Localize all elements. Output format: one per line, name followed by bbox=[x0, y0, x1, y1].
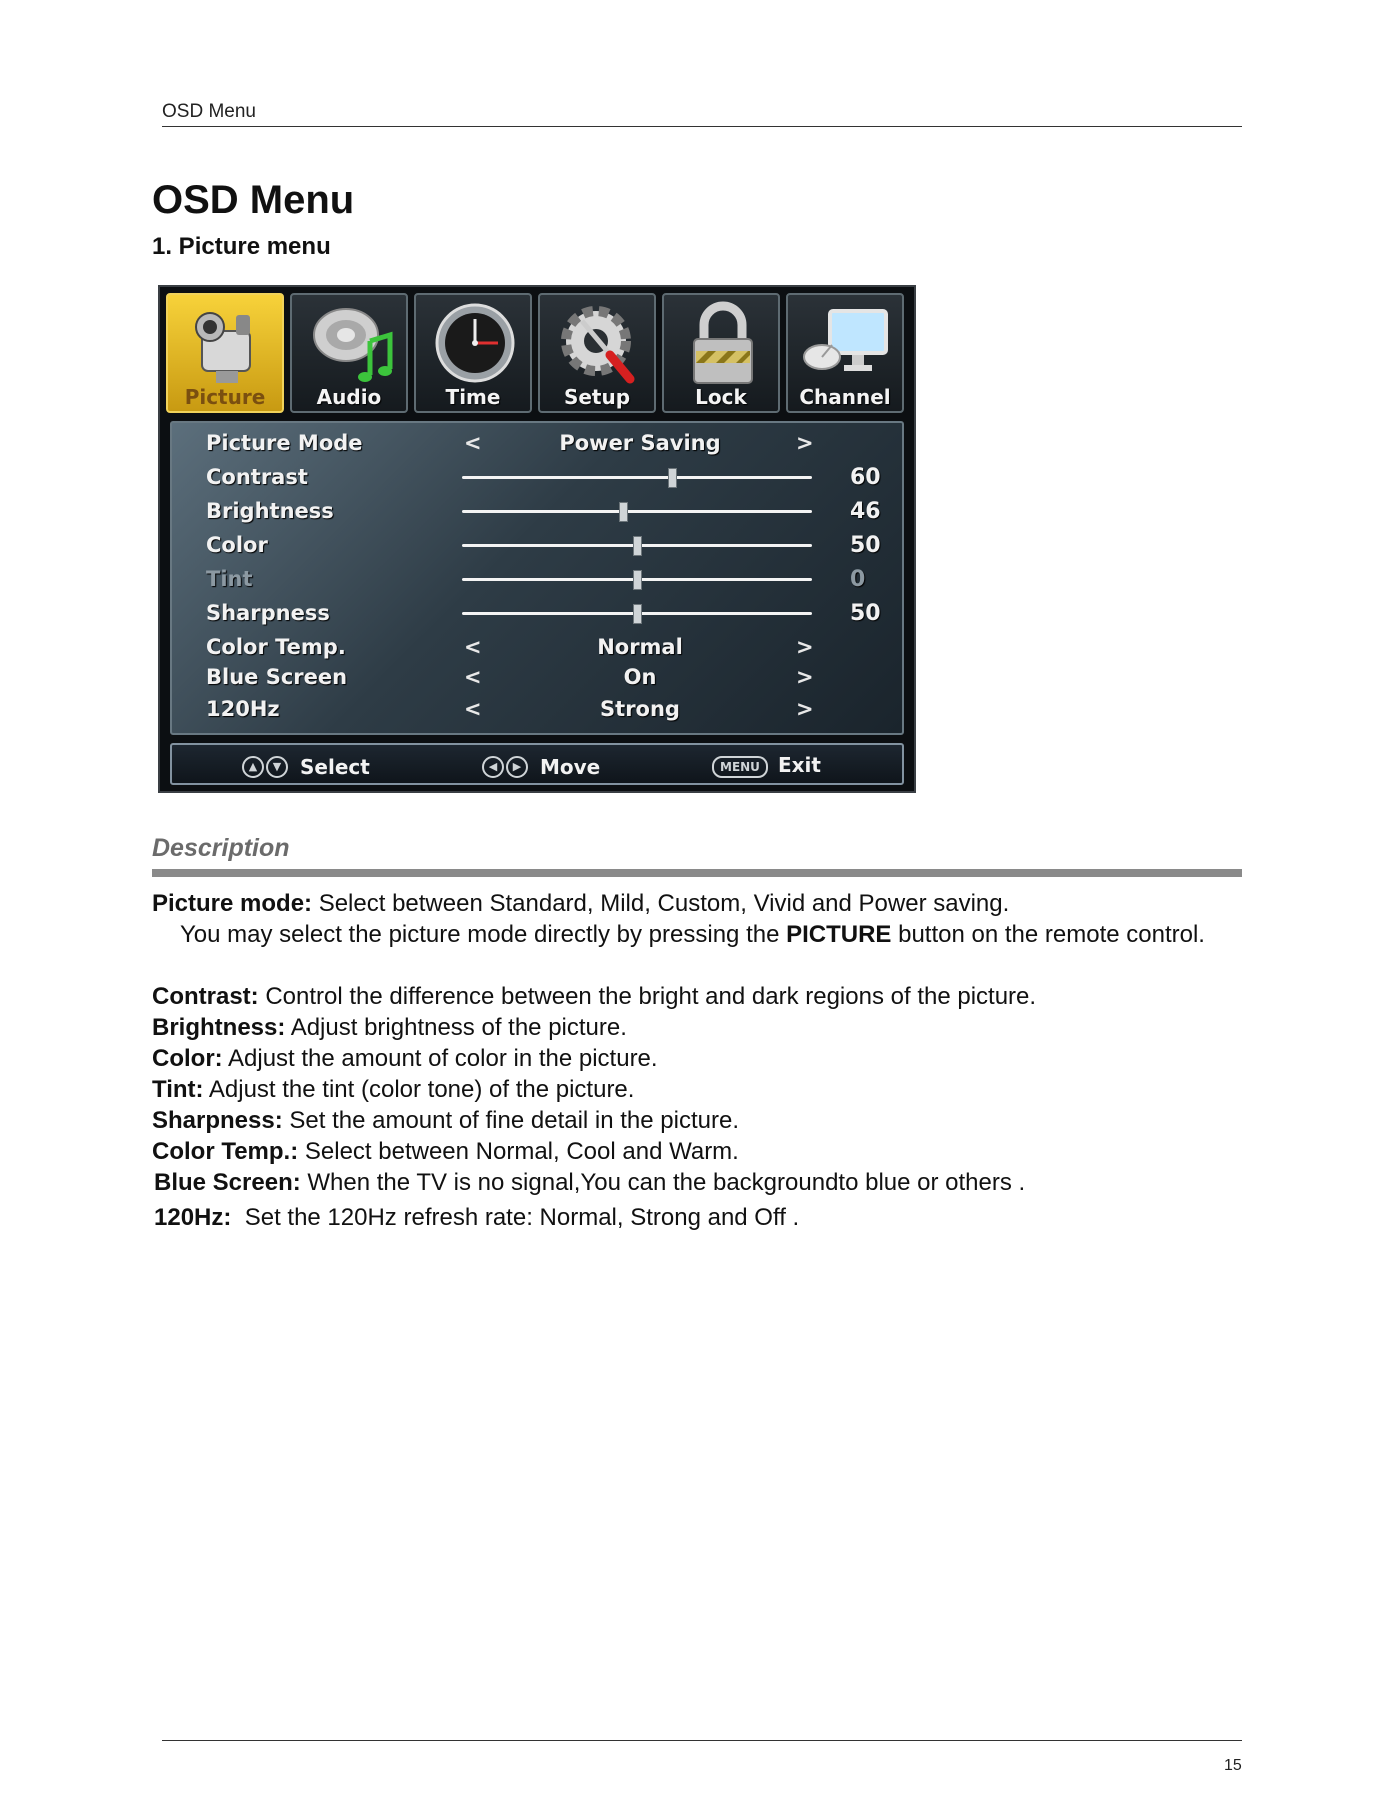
up-arrow-icon: ▲ bbox=[242, 756, 264, 778]
setting-tint bbox=[172, 563, 902, 595]
desc-120hz bbox=[152, 1202, 1252, 1233]
setting-label: Sharpness bbox=[206, 601, 330, 625]
setting-label: Brightness bbox=[206, 499, 334, 523]
menu-key-icon: MENU bbox=[712, 756, 768, 778]
page-number: 15 bbox=[1224, 1757, 1242, 1774]
setting-label: Contrast bbox=[206, 465, 308, 489]
osd-help-bar bbox=[170, 743, 904, 785]
hint-exit bbox=[712, 753, 821, 778]
setting-label: Tint bbox=[206, 567, 253, 591]
desc-text: You may select the picture mode directly by pressing the bbox=[180, 921, 787, 948]
tab-audio[interactable] bbox=[290, 293, 408, 413]
arrow-left-icon[interactable]: < bbox=[464, 635, 482, 659]
setting-sharpness[interactable] bbox=[172, 597, 902, 629]
slider-track[interactable] bbox=[462, 476, 812, 479]
setting-value: 60 bbox=[850, 465, 881, 490]
arrow-right-icon[interactable]: > bbox=[796, 635, 814, 659]
spacer bbox=[152, 950, 1252, 981]
setting-contrast[interactable] bbox=[172, 461, 902, 493]
right-arrow-icon: ▶ bbox=[506, 756, 528, 778]
setting-label: Blue Screen bbox=[206, 665, 348, 689]
slider-track[interactable] bbox=[462, 544, 812, 547]
setting-value: Power Saving bbox=[559, 431, 721, 455]
setting-color[interactable] bbox=[172, 529, 902, 561]
desc-text: Adjust the tint (color tone) of the picture. bbox=[203, 1076, 635, 1103]
tab-label: Setup bbox=[563, 385, 631, 409]
setting-brightness[interactable] bbox=[172, 495, 902, 527]
hint-move bbox=[482, 753, 600, 779]
tab-label: Lock bbox=[695, 385, 747, 409]
desc-picture-mode-note bbox=[152, 919, 1252, 950]
speaker-music-icon bbox=[304, 301, 398, 387]
setting-value: On bbox=[623, 665, 657, 689]
desc-text: Adjust brightness of the picture. bbox=[285, 1014, 627, 1041]
setting-value: Normal bbox=[597, 635, 683, 659]
slider-thumb[interactable] bbox=[668, 468, 677, 488]
hint-label: Exit bbox=[777, 753, 821, 777]
clock-icon bbox=[428, 301, 522, 387]
desc-text: Select between Standard, Mild, Custom, Vivid and Power saving. bbox=[312, 890, 1010, 917]
setting-picture-mode[interactable] bbox=[172, 427, 902, 459]
desc-term: Tint: bbox=[152, 1076, 204, 1103]
left-arrow-icon: ◀ bbox=[482, 756, 504, 778]
running-header: OSD Menu bbox=[162, 101, 256, 122]
description-body bbox=[152, 888, 1252, 1233]
slider-thumb[interactable] bbox=[619, 502, 628, 522]
setting-label: 120Hz bbox=[206, 697, 280, 721]
slider-track[interactable] bbox=[462, 612, 812, 615]
tab-time[interactable] bbox=[414, 293, 532, 413]
tab-lock[interactable] bbox=[662, 293, 780, 413]
page-title: OSD Menu bbox=[152, 178, 355, 222]
desc-term: Picture mode: bbox=[152, 890, 313, 917]
padlock-icon bbox=[676, 301, 770, 387]
setting-blue-screen[interactable] bbox=[172, 661, 902, 693]
satellite-monitor-icon bbox=[800, 301, 894, 387]
desc-text: Control the difference between the bright and dark regions of the picture. bbox=[258, 983, 1037, 1010]
desc-term: 120Hz: bbox=[154, 1204, 232, 1231]
desc-contrast bbox=[152, 981, 1252, 1012]
tab-setup[interactable] bbox=[538, 293, 656, 413]
setting-color-temp[interactable] bbox=[172, 631, 902, 663]
hint-label: Select bbox=[300, 754, 370, 779]
down-arrow-icon: ▼ bbox=[266, 756, 288, 778]
arrow-right-icon[interactable]: > bbox=[796, 697, 814, 721]
desc-brightness bbox=[152, 1012, 1252, 1043]
arrow-right-icon[interactable]: > bbox=[796, 665, 814, 689]
camcorder-icon bbox=[180, 301, 274, 387]
osd-tab-bar bbox=[166, 293, 908, 415]
arrow-left-icon[interactable]: < bbox=[464, 665, 482, 689]
hint-select bbox=[242, 753, 370, 779]
desc-term: Color: bbox=[152, 1045, 223, 1072]
desc-blue-screen bbox=[152, 1167, 1252, 1198]
setting-value: 0 bbox=[850, 567, 866, 592]
tab-label: Time bbox=[445, 385, 501, 409]
tab-label: Audio bbox=[316, 385, 382, 409]
arrow-left-icon[interactable]: < bbox=[464, 697, 482, 721]
setting-label: Color Temp. bbox=[206, 635, 346, 659]
desc-color-temp bbox=[152, 1136, 1252, 1167]
desc-text: Select between Normal, Cool and Warm. bbox=[298, 1138, 739, 1165]
setting-value: 50 bbox=[850, 601, 881, 626]
desc-term: Sharpness: bbox=[152, 1107, 283, 1134]
tab-picture[interactable] bbox=[166, 293, 284, 413]
desc-term: Contrast: bbox=[152, 983, 259, 1010]
slider-thumb[interactable] bbox=[633, 604, 642, 624]
tab-label: Picture bbox=[184, 385, 266, 409]
setting-value: Strong bbox=[600, 697, 680, 721]
description-divider bbox=[152, 869, 1242, 877]
gear-screwdriver-icon bbox=[552, 301, 646, 387]
desc-color bbox=[152, 1043, 1252, 1074]
desc-text: Set the 120Hz refresh rate: Normal, Strong and Off . bbox=[231, 1204, 800, 1231]
desc-term: Blue Screen: bbox=[154, 1169, 301, 1196]
slider-track[interactable] bbox=[462, 510, 812, 513]
header-rule bbox=[162, 126, 1242, 127]
desc-term: Color Temp.: bbox=[152, 1138, 299, 1165]
desc-picture-mode bbox=[152, 888, 1252, 919]
footer-rule bbox=[162, 1740, 1242, 1741]
setting-label: Picture Mode bbox=[206, 431, 363, 455]
slider-track bbox=[462, 578, 812, 581]
setting-value: 46 bbox=[850, 499, 881, 524]
desc-tint bbox=[152, 1074, 1252, 1105]
desc-text: Adjust the amount of color in the picture. bbox=[222, 1045, 658, 1072]
desc-text: button on the remote control. bbox=[891, 921, 1205, 948]
setting-120hz[interactable] bbox=[172, 693, 902, 725]
setting-value: 50 bbox=[850, 533, 881, 558]
osd-screenshot bbox=[158, 285, 916, 793]
desc-term: Brightness: bbox=[152, 1014, 286, 1041]
arrow-right-icon[interactable]: > bbox=[796, 431, 814, 455]
section-title: 1. Picture menu bbox=[152, 233, 331, 260]
slider-thumb[interactable] bbox=[633, 536, 642, 556]
description-heading: Description bbox=[152, 834, 290, 862]
arrow-left-icon[interactable]: < bbox=[464, 431, 482, 455]
tab-label: Channel bbox=[799, 385, 891, 409]
picture-key-label: PICTURE bbox=[786, 921, 892, 948]
setting-label: Color bbox=[206, 533, 268, 557]
slider-thumb bbox=[633, 570, 642, 590]
osd-settings-panel bbox=[170, 421, 904, 735]
tab-channel[interactable] bbox=[786, 293, 904, 413]
desc-sharpness bbox=[152, 1105, 1252, 1136]
desc-text: Set the amount of fine detail in the picture. bbox=[282, 1107, 739, 1134]
hint-label: Move bbox=[540, 754, 601, 779]
desc-text: When the TV is no signal,You can the backgroundto blue or others . bbox=[300, 1169, 1026, 1196]
